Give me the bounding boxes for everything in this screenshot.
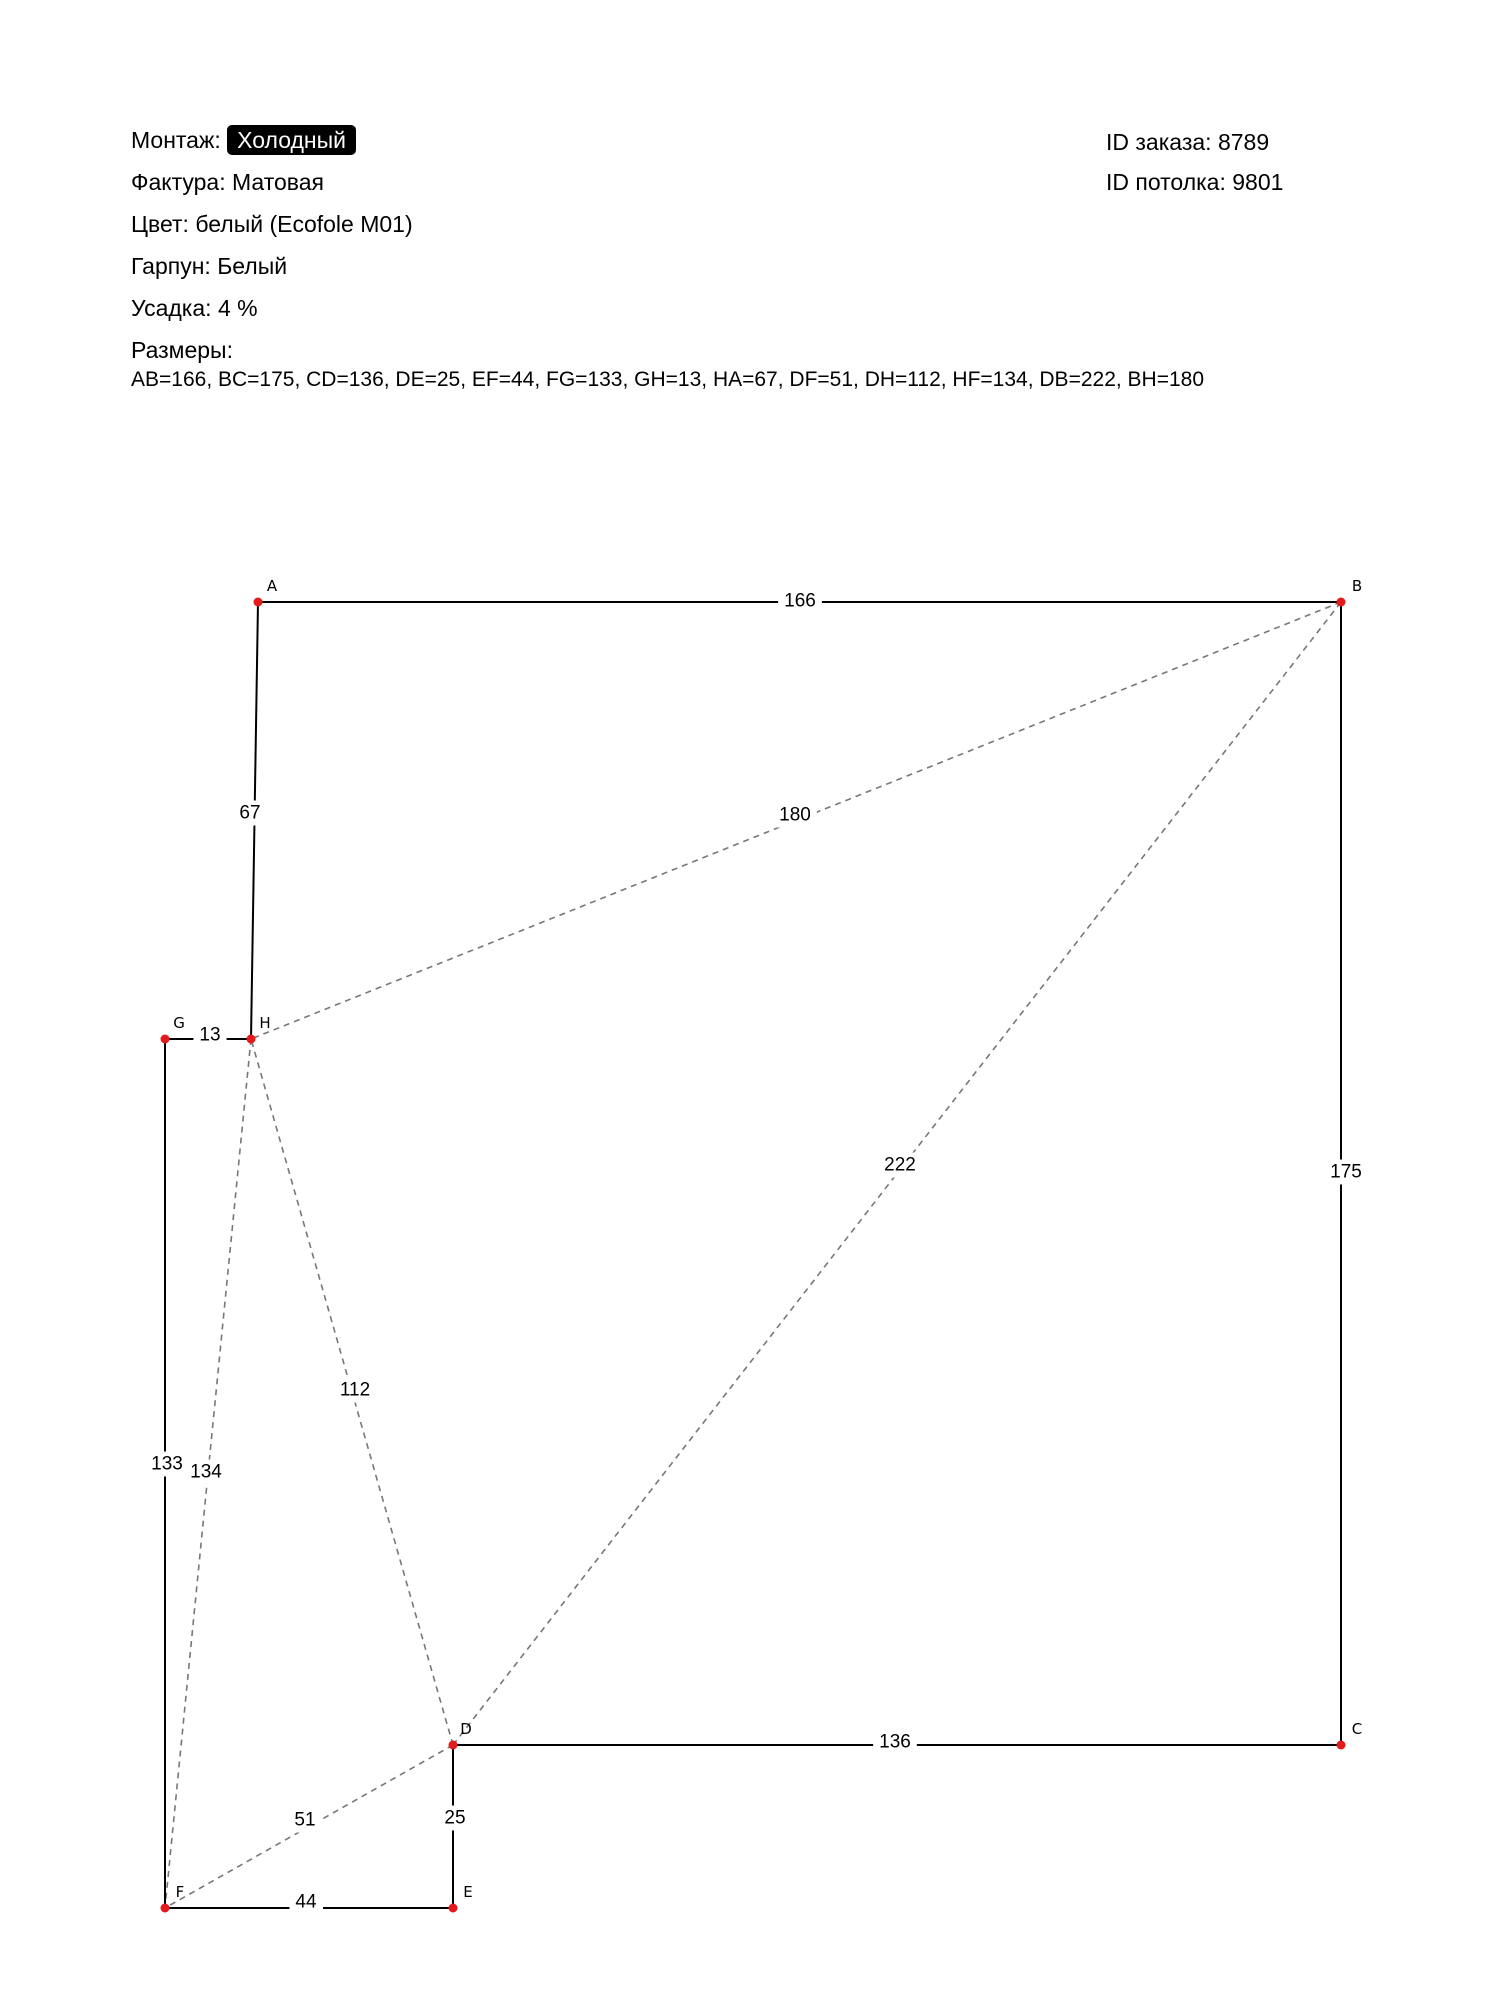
point-label-d: D <box>460 1720 472 1738</box>
point-label-e: E <box>463 1883 473 1901</box>
order-id-value: 8789 <box>1217 129 1270 155</box>
diagonal-label-bh: 180 <box>779 804 811 826</box>
side-label-gh: 13 <box>199 1024 221 1046</box>
sizes-list: AB=166, BC=175, CD=136, DE=25, EF=44, FG=133, GH=13, HA=67, DF=51, DH=112, HF=134, DB=222, BH=180 <box>131 368 1205 391</box>
point-label-b: B <box>1351 577 1363 595</box>
diagonal-label-hf: 134 <box>190 1461 222 1483</box>
texture-value: Матовая <box>232 169 324 195</box>
diagonal-label-db: 222 <box>884 1154 916 1176</box>
color-label: Цвет: <box>131 211 189 237</box>
points-layer <box>161 577 1363 1913</box>
side-label-ab: 166 <box>784 590 816 612</box>
mount-label: Монтаж: <box>131 127 221 153</box>
harpoon-value: Белый <box>217 253 288 279</box>
texture-label: Фактура: <box>131 169 226 195</box>
order-id-label: ID заказа: <box>1106 129 1212 155</box>
point-h <box>247 1035 256 1044</box>
shrink-value: 4 % <box>217 295 258 321</box>
mount-badge: Холодный <box>227 125 356 155</box>
side-label-de: 25 <box>444 1807 466 1829</box>
sides-layer <box>145 589 1368 1915</box>
side-label-ef: 44 <box>295 1891 317 1913</box>
point-label-c: C <box>1351 1720 1363 1738</box>
side-label-fg: 133 <box>151 1453 183 1475</box>
point-e <box>449 1904 458 1913</box>
point-label-f: F <box>175 1883 185 1901</box>
side-label-ha: 67 <box>239 802 261 824</box>
point-g <box>161 1035 170 1044</box>
color-value: белый (Ecofole M01) <box>195 211 413 237</box>
point-label-g: G <box>173 1014 185 1032</box>
point-label-a: A <box>266 577 278 595</box>
point-b <box>1337 598 1346 607</box>
side-label-cd: 136 <box>879 1731 911 1753</box>
diagonals-layer <box>165 602 1341 1908</box>
harpoon-label: Гарпун: <box>131 253 211 279</box>
point-a <box>254 598 263 607</box>
shrink-label: Усадка: <box>131 295 212 321</box>
point-label-h: H <box>259 1014 271 1032</box>
ceiling-id-label: ID потолка: <box>1106 169 1226 195</box>
point-d <box>449 1741 458 1750</box>
ceiling-id-value: 9801 <box>1232 169 1284 195</box>
diagonal-label-df: 51 <box>294 1809 316 1831</box>
sizes-label: Размеры: <box>131 337 233 363</box>
diagonal-label-dh: 112 <box>339 1379 371 1401</box>
point-f <box>161 1904 170 1913</box>
side-label-bc: 175 <box>1330 1161 1362 1183</box>
point-c <box>1337 1741 1346 1750</box>
